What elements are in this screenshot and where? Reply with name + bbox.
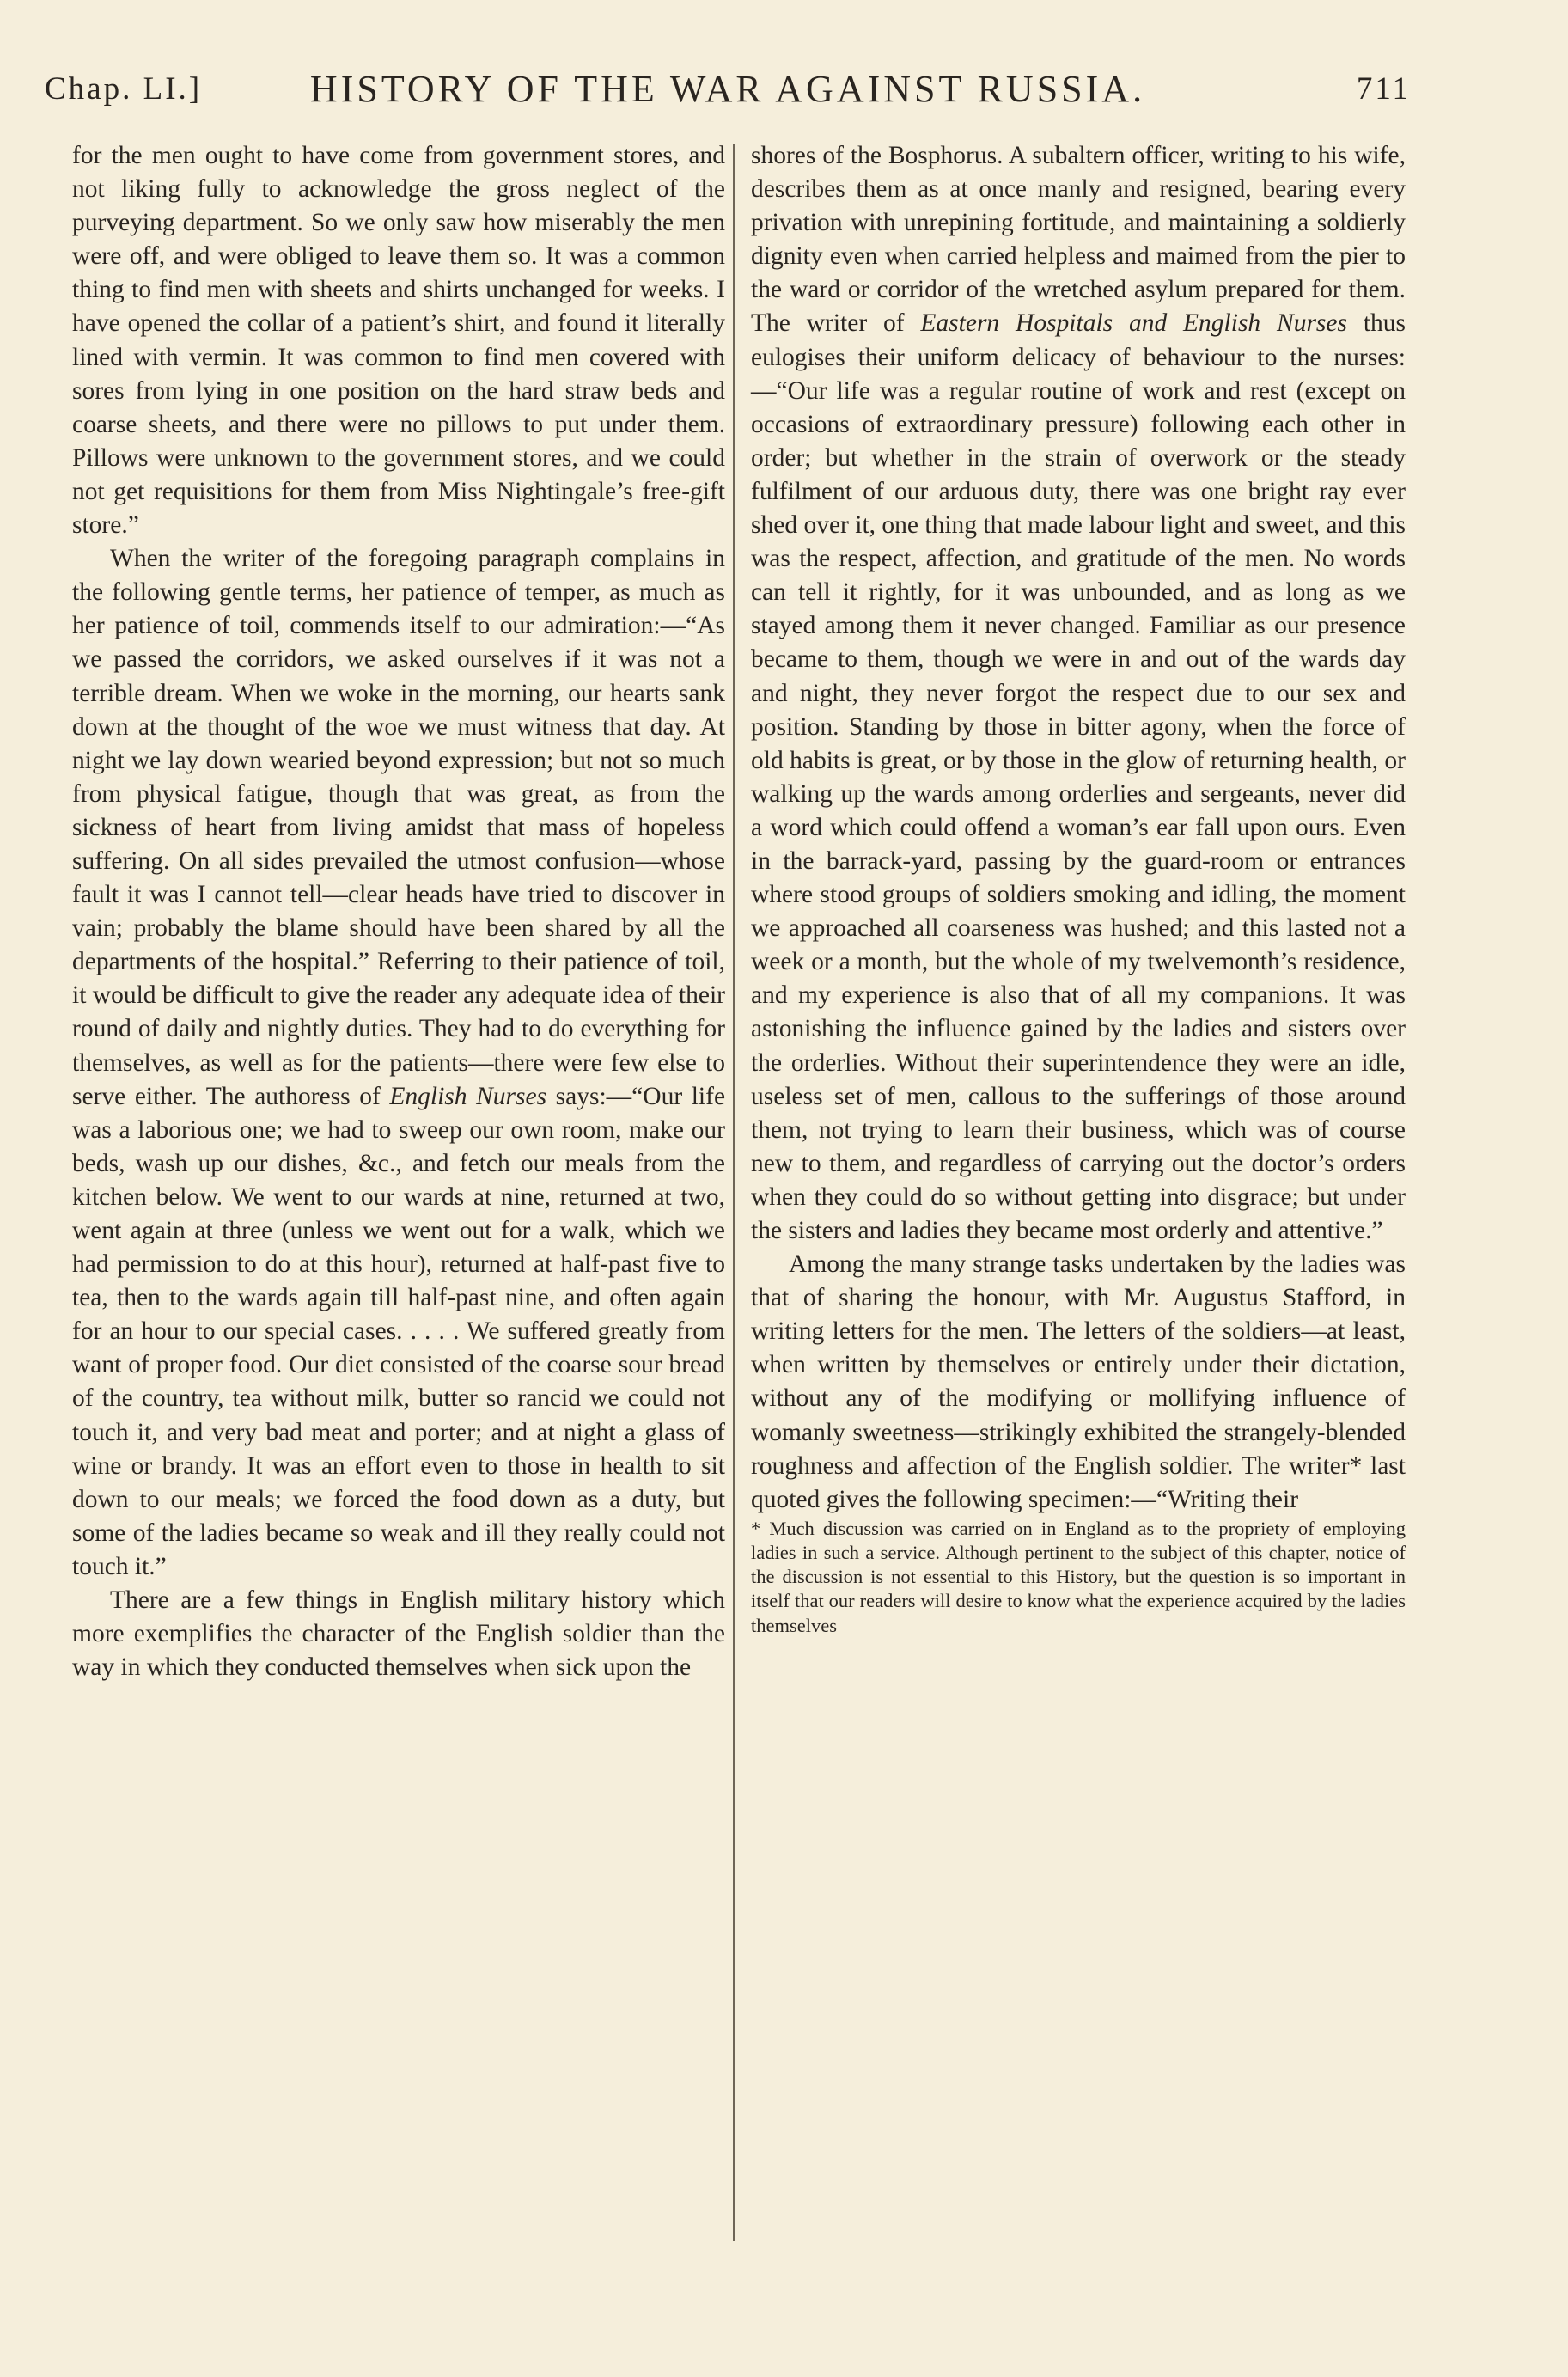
- right-column: [751, 139, 1406, 1638]
- left-column: [72, 139, 725, 1684]
- right-paragraph-1-text: shores of the Bosphorus. A subaltern officer, writing to his wife, describes them as at once manly and resigned, bearing every privation with unrepining fortitude, and maintaining a soldierly dignity even when carried helpless and maimed from the pier to the ward or corridor of the wretched asylum prepared for them. The writer of: [751, 142, 1406, 338]
- column-divider: [733, 144, 735, 2241]
- footnote: * Much discussion was carried on in England as to the propriety of employing ladies in such a service. Although pertinent to the subject of this chapter, notice of the discussion is not essential to this History, but the question is so important in itself that our readers will desire to know what the experience acquired by the ladies themselves: [751, 1517, 1406, 1636]
- left-paragraph-2-end: says:—“Our life was a laborious one; we had to sweep our own room, make our beds, wash up our dishes, &c., and fetch our meals from the kitchen below. We went to our wards at nine, returned at two, went again at three (unless we went out for a walk, which we had permission to do at this hour), returned at half-past five to tea, then to the wards again till half-past nine, and often again for an hour to our special cases. . . . . We suffered greatly from want of proper food. Our diet consisted of the coarse sour bread of the country, tea without milk, butter so rancid we could not touch it, and very bad meat and porter; and at night a glass of wine or brandy. It was an effort even to those in health to sit down to our meals; we forced the food down as a duty, but some of the ladies became so weak and ill they really could not touch it.”: [72, 1082, 726, 1580]
- right-paragraph-1: [751, 139, 1406, 1248]
- running-header: [45, 67, 1411, 119]
- right-paragraph-2: Among the many strange tasks undertaken by the ladies was that of sharing the honour, with Mr. Augustus Stafford, in writing letters for the men. The letters of the soldiers—at least, when written by themselves or entirely under their dictation, without any of the modifying or mollifying influence of womanly sweetness—strikingly exhibited the strangely-blended roughness and affection of the English soldier. The writer* last quoted gives the following specimen:—“Writing their: [751, 1250, 1406, 1513]
- right-paragraph-1-end: thus eulogises their uniform delicacy of behaviour to the nurses:—“Our life was a regular routine of work and rest (except on occasions of extraordinary pressure) following each other in order; but whether in the strain of overwork or the steady fulfilment of our arduous duty, there was one bright ray ever shed over it, one thing that made labour light and sweet, and this was the respect, affection, and gratitude of the men. No words can tell it rightly, for it was unbounded, and as long as we stayed among them it never changed. Familiar as our presence became to them, though we were in and out of the wards day and night, they never forgot the respect due to our sex and position. Standing by those in bitter agony, when the force of old habits is great, or by those in the glow of returning health, or walking up the wards among orderlies and sergeants, never did a word which could offend a woman’s ear fall upon ours. Even in the barrack-yard, passing by the guard-room or entrances where stood groups of soldiers smoking and idling, the moment we approached all coarseness was hushed; and this lasted not a week or a month, but the whole of my twelvemonth’s residence, and my experience is also that of all my companions. It was astonishing the influence gained by the ladies and sisters over the orderlies. Without their superintendence they were an idle, useless set of men, callous to the sufferings of those around them, not trying to learn their business, which was of course new to them, and regardless of carrying out the doctor’s orders when they could do so without getting into disgrace; but under the sisters and ladies they became most orderly and attentive.”: [751, 309, 1406, 1244]
- chapter-label: Chap. LI.]: [45, 71, 203, 107]
- page-number: 711: [1356, 71, 1411, 107]
- left-paragraph-2: [72, 542, 725, 1584]
- book-title-english-nurses: English Nurses: [389, 1082, 547, 1110]
- left-paragraph-1: for the men ought to have come from government stores, and not liking fully to acknowledge the gross neglect of the purveying department. So we only saw how miserably the men were off, and were obliged to leave them so. It was a common thing to find men with sheets and shirts unchanged for weeks. I have opened the collar of a patient’s shirt, and found it literally lined with vermin. It was common to find men covered with sores from lying in one position on the hard straw beds and coarse sheets, and there were no pillows to put under them. Pillows were unknown to the government stores, and we could not get requisitions for them from Miss Nightingale’s free-gift store.”: [72, 142, 725, 540]
- left-paragraph-3: There are a few things in English military history which more exemplifies the character of the English soldier than the way in which they conducted themselves when sick upon the: [72, 1586, 725, 1682]
- book-title-eastern-hospitals: Eastern Hospitals and English Nurses: [920, 309, 1347, 338]
- running-title: HISTORY OF THE WAR AGAINST RUSSIA.: [309, 68, 1146, 110]
- left-paragraph-2-text: When the writer of the foregoing paragraph complains in the following gentle terms, her patience of temper, as much as her patience of toil, commends itself to our admiration:—“As we passed the corridors, we asked ourselves if it was not a terrible dream. When we woke in the morning, our hearts sank down at the thought of the woe we must witness that day. At night we lay down wearied beyond expression; but not so much from physical fatigue, though that was great, as from the sickness of heart from living amidst that mass of hopeless suffering. On all sides prevailed the utmost confusion—whose fault it was I cannot tell—clear heads have tried to discover in vain; probably the blame should have been shared by all the departments of the hospital.” Referring to their patience of toil, it would be difficult to give the reader any adequate idea of their round of daily and nightly duties. They had to do everything for themselves, as well as for the patients—there were few else to serve either. The authoress of: [72, 545, 725, 1110]
